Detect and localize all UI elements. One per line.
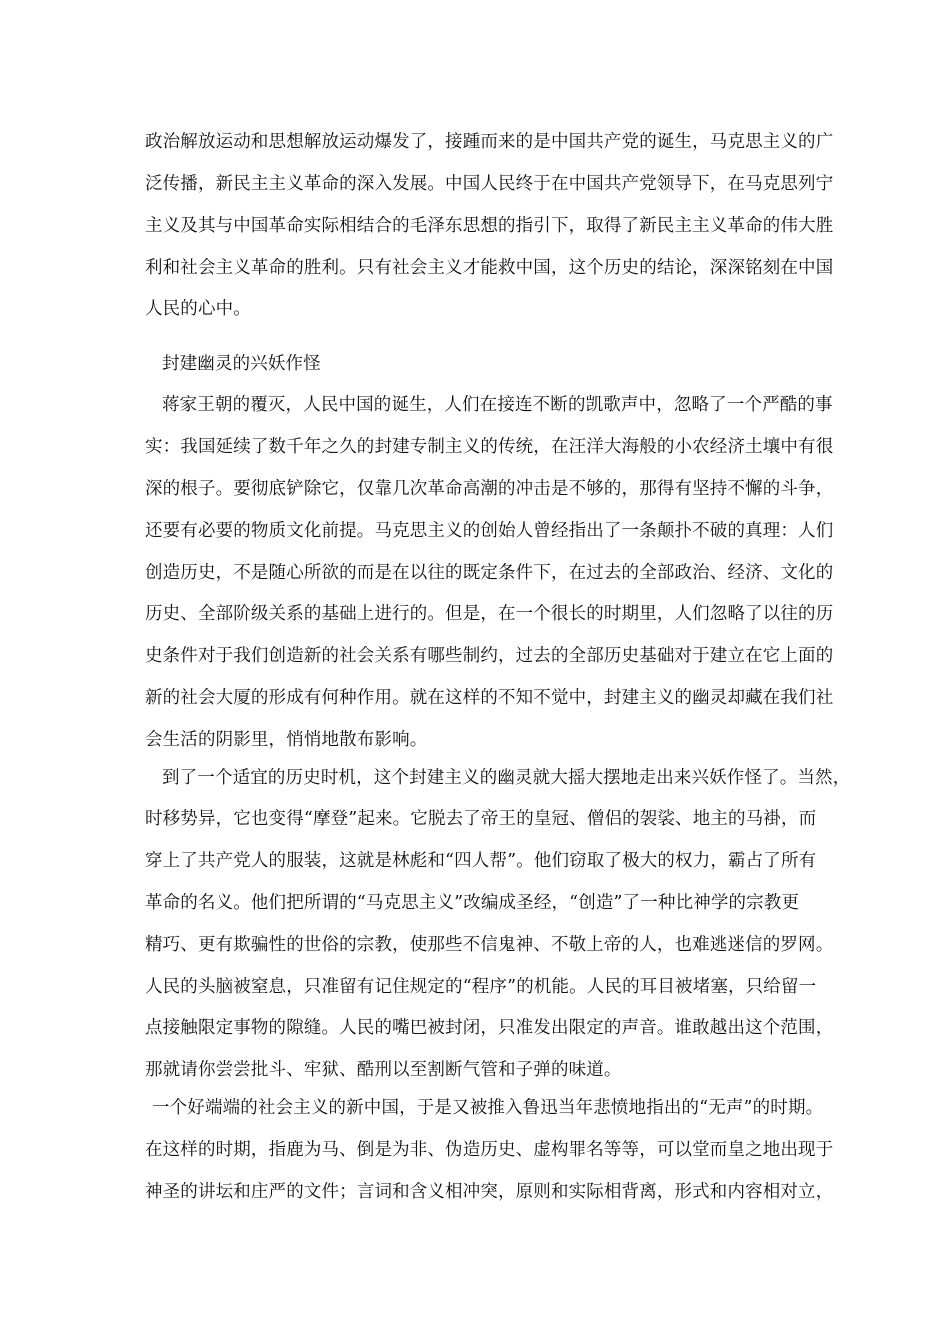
text-line: 深的根子。要彻底铲除它，仅靠几次革命高潮的冲击是不够的，那得有坚持不懈的斗争， — [145, 479, 834, 499]
text-line: 在这样的时期，指鹿为马、倒是为非、伪造历史、虚构罪名等等，可以堂而皇之地出现于 — [145, 1140, 834, 1160]
text-line: 革命的名义。他们把所谓的“马克思主义”改编成圣经，“创造”了一种比神学的宗教更 — [145, 893, 800, 913]
text-line: 实：我国延续了数千年之久的封建专制主义的传统，在汪洋大海般的小农经济土壤中有很 — [145, 437, 834, 457]
text-line: 一个好端端的社会主义的新中国，于是又被推入鲁迅当年悲愤地指出的“无声”的时期。 — [152, 1098, 824, 1118]
text-line: 人民的头脑被窒息，只准留有记住规定的“程序”的机能。人民的耳目被堵塞，只给留一 — [145, 977, 817, 997]
text-line: 人民的心中。 — [145, 299, 251, 319]
text-line: 新的社会大厦的形成有何种作用。就在这样的不知不觉中，封建主义的幽灵却藏在我们社 — [145, 688, 834, 708]
text-line: 会生活的阴影里，悄悄地散布影响。 — [145, 730, 428, 750]
text-line: 泛传播，新民主主义革命的深入发展。中国人民终于在中国共产党领导下，在马克思列宁 — [145, 174, 834, 194]
text-line: 点接触限定事物的隙缝。人民的嘴巴被封闭，只准发出限定的声音。谁敢越出这个范围， — [145, 1018, 834, 1038]
text-line: 史条件对于我们创造新的社会关系有哪些制约，过去的全部历史基础对于建立在它上面的 — [145, 646, 834, 666]
text-line: 主义及其与中国革命实际相结合的毛泽东思想的指引下，取得了新民主主义革命的伟大胜 — [145, 216, 834, 236]
text-line: 穿上了共产党人的服装，这就是林彪和“四人帮”。他们窃取了极大的权力，霸占了所有 — [145, 851, 817, 871]
section-heading: 封建幽灵的兴妖作怪 — [162, 354, 321, 374]
text-line: 到了一个适宜的历史时机，这个封建主义的幽灵就大摇大摆地走出来兴妖作怪了。当然， — [162, 768, 851, 788]
text-line: 创造历史，不是随心所欲的而是在以往的既定条件下，在过去的全部政治、经济、文化的 — [145, 563, 834, 583]
text-line: 蒋家王朝的覆灭，人民中国的诞生，人们在接连不断的凯歌声中，忽略了一个严酷的事 — [162, 395, 833, 415]
text-line: 神圣的讲坛和庄严的文件；言词和含义相冲突，原则和实际相背离，形式和内容相对立， — [145, 1182, 834, 1202]
text-line: 政治解放运动和思想解放运动爆发了，接踵而来的是中国共产党的诞生，马克思主义的广 — [145, 132, 834, 152]
text-line: 利和社会主义革命的胜利。只有社会主义才能救中国，这个历史的结论，深深铭刻在中国 — [145, 258, 834, 278]
text-line: 历史、全部阶级关系的基础上进行的。但是，在一个很长的时期里，人们忽略了以往的历 — [145, 604, 834, 624]
text-line: 还要有必要的物质文化前提。马克思主义的创始人曾经指出了一条颠扑不破的真理：人们 — [145, 521, 834, 541]
text-line: 时移势异，它也变得“摩登”起来。它脱去了帝王的皇冠、僧侣的袈裟、地主的马褂，而 — [145, 809, 817, 829]
text-line: 精巧、更有欺骗性的世俗的宗教，使那些不信鬼神、不敬上帝的人，也难逃迷信的罗网。 — [145, 935, 834, 955]
text-line: 那就请你尝尝批斗、牢狱、酷刑以至割断气管和子弹的味道。 — [145, 1060, 622, 1080]
